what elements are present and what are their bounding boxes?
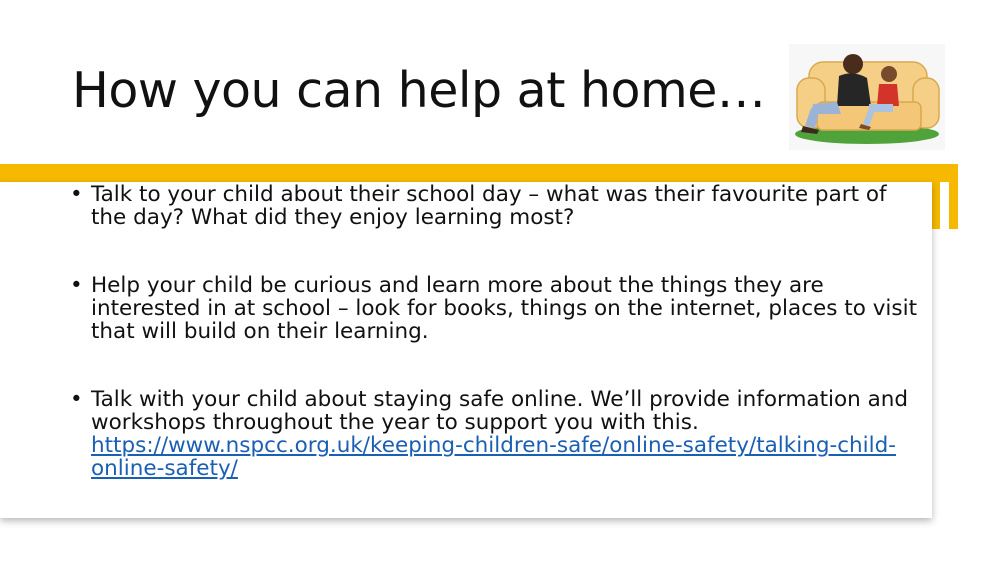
bullet-list xyxy=(70,183,920,480)
bullet-item xyxy=(70,274,920,343)
gold-accent-vertical-2 xyxy=(949,164,958,229)
gold-accent-bar xyxy=(0,164,958,182)
bullet-dot-icon: • xyxy=(70,387,83,412)
adult-shirt xyxy=(837,73,871,106)
bullet-item xyxy=(70,388,920,480)
sofa-illustration-svg xyxy=(789,44,945,150)
child-shirt xyxy=(877,84,899,106)
parent-and-child-on-sofa-icon xyxy=(789,44,945,150)
adult-head xyxy=(843,54,863,74)
nspcc-link[interactable]: https://www.nspcc.org.uk/keeping-children-safe/online-safety/talking-child-online-safety/ xyxy=(91,433,897,481)
bullet-text: Help your child be curious and learn more about the things they are interested in at school – look for books, things on the internet, places to visit that will build on their learning. xyxy=(91,273,917,344)
bullet-text: Talk with your child about staying safe online. We’ll provide information and workshops throughout the year to support you with this. xyxy=(91,387,909,435)
slide-title: How you can help at home… xyxy=(72,62,766,119)
bullet-dot-icon: • xyxy=(70,182,83,207)
child-head xyxy=(881,66,897,82)
bullet-item xyxy=(70,183,920,229)
bullet-text: Talk to your child about their school day – what was their favourite part of the day? What did they enjoy learning most? xyxy=(91,182,887,230)
gold-accent-vertical-1 xyxy=(931,164,940,229)
bullet-dot-icon: • xyxy=(70,273,83,298)
